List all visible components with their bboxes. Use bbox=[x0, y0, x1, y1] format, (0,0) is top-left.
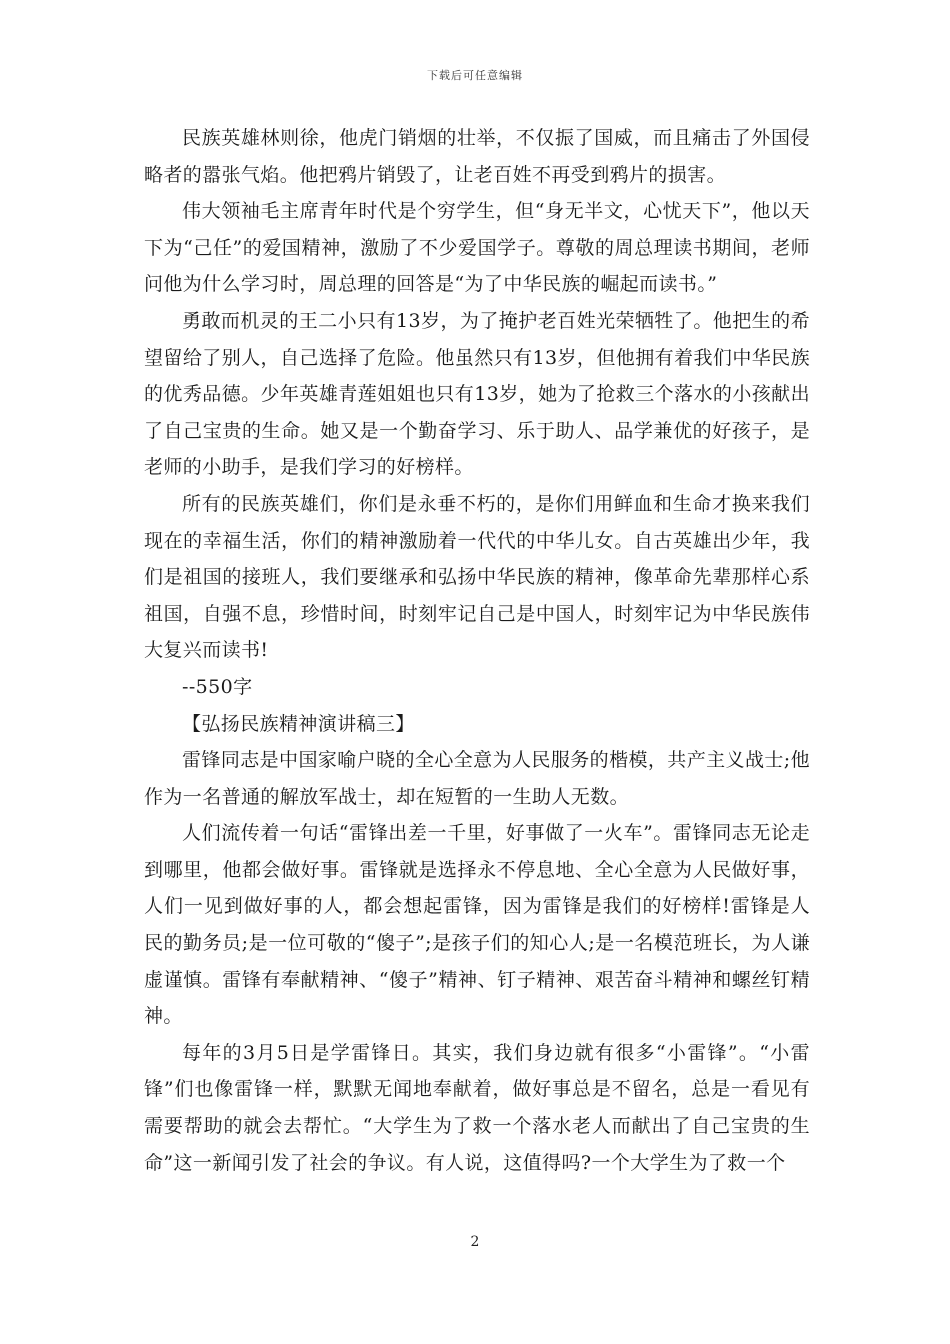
paragraph-learn-lei-feng-day: 每年的3月5日是学雷锋日。其实，我们身边就有很多“小雷锋”。“小雷锋”们也像雷锋一样，默默无闻地奉献着，做好事总是不留名，总是一看见有需要帮助的就会去帮忙。“大学生为了救一个落水老人而献出了自己宝贵的生命”这一新闻引发了社会的争议。有人说，这值得吗?一个大学生为了救一个 bbox=[144, 1041, 810, 1174]
word-count: --550字 bbox=[182, 675, 253, 698]
paragraph-wang-erxiao: 勇敢而机灵的王二小只有13岁，为了掩护老百姓光荣牺牲了。他把生的希望留给了别人，自己选择了危险。他虽然只有13岁，但他拥有着我们中华民族的优秀品德。少年英雄青莲姐姐也只有13岁，她为了抢救三个落水的小孩献出了自己宝贵的生命。她又是一个勤奋学习、乐于助人、品学兼优的好孩子，是老师的小助手，是我们学习的好榜样。 bbox=[144, 309, 810, 479]
section-heading: 【弘扬民族精神演讲稿三】 bbox=[182, 712, 415, 735]
page-header-note: 下载后可任意编辑 bbox=[427, 69, 523, 82]
paragraph-mao-zhou: 伟大领袖毛主席青年时代是个穷学生，但“身无半文，心忧天下”，他以天下为“己任”的爱国精神，激励了不少爱国学子。尊敬的周总理读书期间，老师问他为什么学习时，周总理的回答是“为了中华民族的崛起而读书。” bbox=[144, 200, 810, 296]
page-number: 2 bbox=[470, 1234, 480, 1250]
paragraph-heroes: 所有的民族英雄们，你们是永垂不朽的，是你们用鲜血和生命才换来我们现在的幸福生活，你们的精神激励着一代代的中华儿女。自古英雄出少年，我们是祖国的接班人，我们要继承和弘扬中华民族的精神，像革命先辈那样心系祖国，自强不息，珍惜时间，时刻牢记自己是中国人，时刻牢记为中华民族伟大复兴而读书! bbox=[144, 492, 810, 662]
paragraph-lei-feng-deeds: 人们流传着一句话“雷锋出差一千里，好事做了一火车”。雷锋同志无论走到哪里，他都会做好事。雷锋就是选择永不停息地、全心全意为人民做好事，人们一见到做好事的人，都会想起雷锋，因为雷锋是我们的好榜样!雷锋是人民的勤务员;是一位可敬的“傻子”;是孩子们的知心人;是一名模范班长，为人谦虚谨慎。雷锋有奉献精神、“傻子”精神、钉子精神、艰苦奋斗精神和螺丝钉精神。 bbox=[144, 822, 810, 1028]
document-body bbox=[144, 120, 810, 1181]
paragraph-lei-feng-intro: 雷锋同志是中国家喻户晓的全心全意为人民服务的楷模，共产主义战士;他作为一名普通的解放军战士，却在短暂的一生助人无数。 bbox=[144, 749, 810, 808]
paragraph-lin-zexu: 民族英雄林则徐，他虎门销烟的壮举，不仅振了国威，而且痛击了外国侵略者的嚣张气焰。他把鸦片销毁了，让老百姓不再受到鸦片的损害。 bbox=[144, 127, 810, 186]
